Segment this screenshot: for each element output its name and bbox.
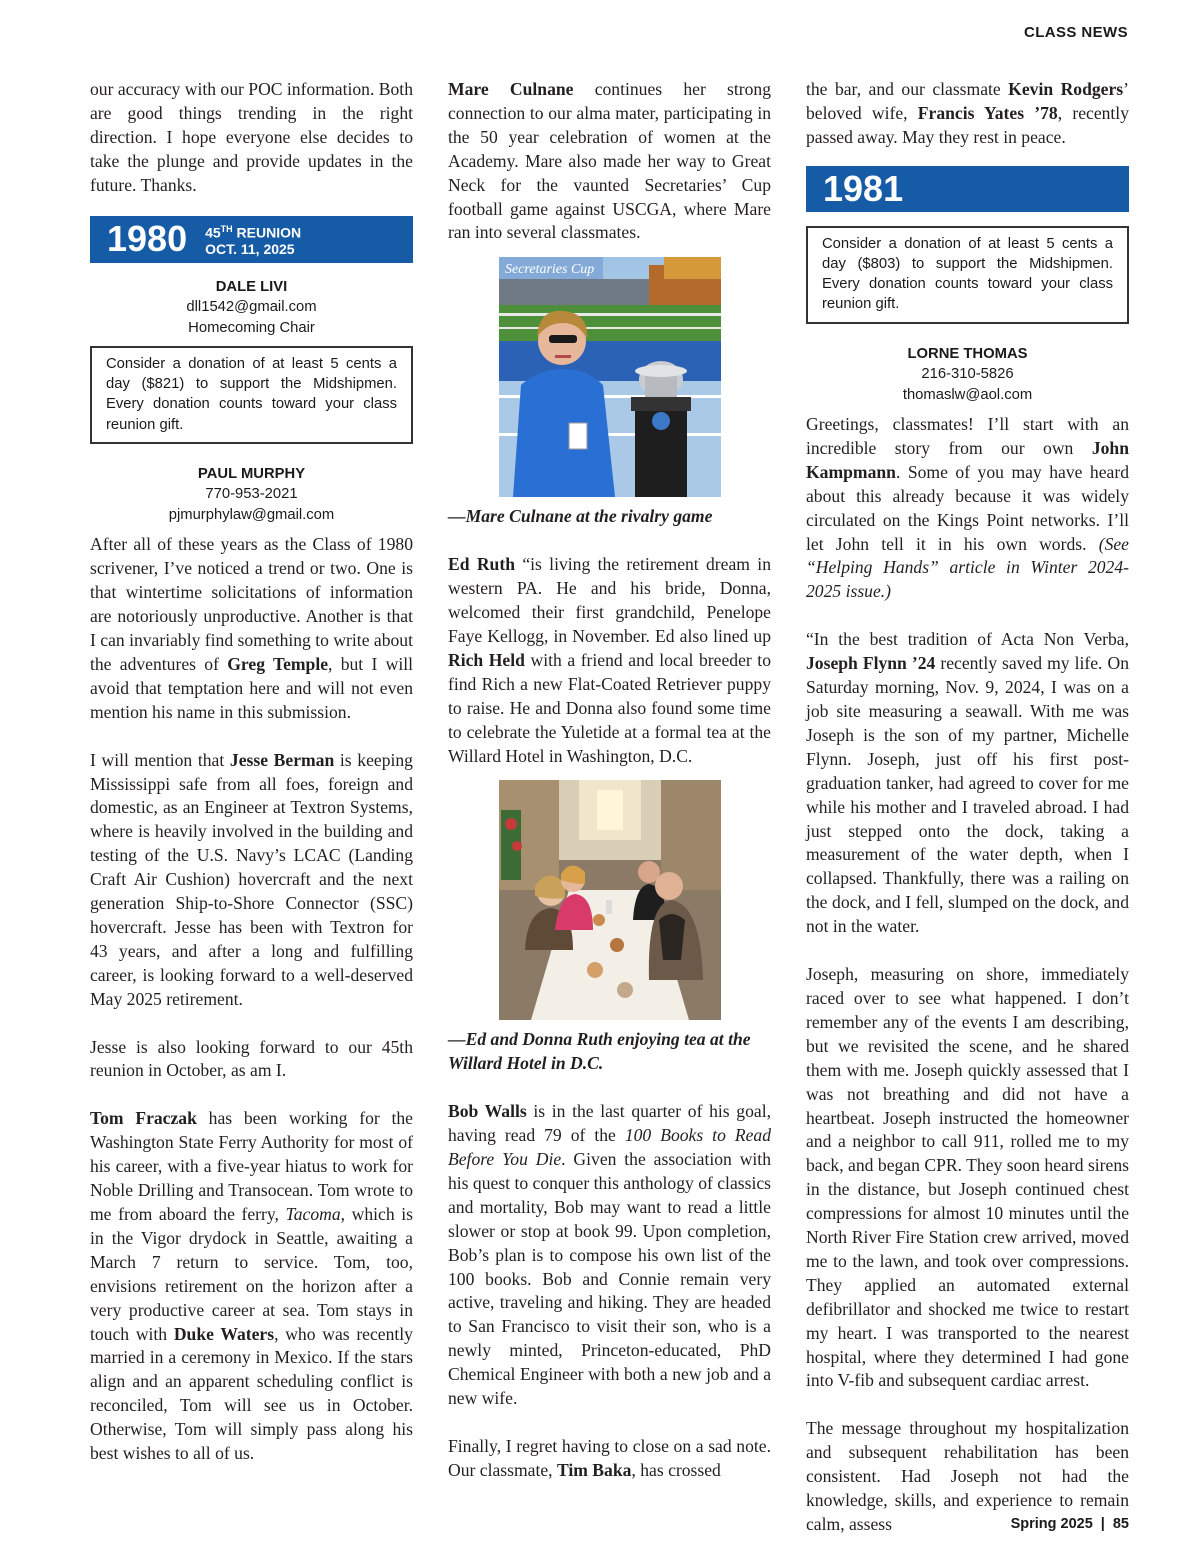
paragraph: Tom Fraczak has been working for the Washington State Ferry Authority for most of his career, with a five-year hiatus to work for Noble Drilling and Transocean. Tom wrote to me from aboard the ferry, Tacoma, which is in the Vigor drydock in Seattle, awaiting a March 7 return to service. Tom, too, envisions retirement on the horizon after a very productive career at sea. Tom stays in touch with Duke Waters, who was recently married in a ceremony in Mexico. If the stars align and an apparent scheduling conflict is reconciled, Tom will see us in October. Otherwise, Tom will simply pass along his best wishes to all of us. bbox=[90, 1108, 413, 1464]
intro-paragraph: our accuracy with our POC information. Both are good things trending in the right direction. I hope everyone else decides to take the plunge and provide updates in the future. Thanks. bbox=[90, 79, 413, 195]
contact-name: DALE LIVI bbox=[215, 278, 288, 295]
paragraph: Bob Walls is in the last quarter of his goal, having read 79 of the 100 Books to Read Before You Die. Given the association with his quest to conquer this anthology of classics and mortality, Bob may want to read a little slower or stop at book 99. Upon completion, Bob’s plan is to compose his own list of the 100 books. Bob and Connie remain very active, traveling and hiking. They are headed to San Francisco to visit their son, who is a newly minted, Princeton-educated, PhD Chemical Engineer with both a new job and a new wife. bbox=[448, 1101, 771, 1409]
class-scribe-contact bbox=[90, 464, 413, 526]
reunion-number: 45 bbox=[205, 224, 221, 241]
class-year: 1981 bbox=[823, 167, 904, 209]
page-footer bbox=[1011, 1516, 1129, 1532]
paragraph: The message throughout my hospitalization and subsequent rehabilitation has been consistent. Had Joseph not had the knowledge, skills, and experience to remain calm, assess bbox=[806, 1418, 1129, 1534]
paragraph: Mare Culnane continues her strong connection to our alma mater, participating in the 50 year celebration of women at the Academy. Mare also made her way to Great Neck for the vaunted Secretaries’ Cup football game against USCGA, where Mare ran into several classmates. bbox=[448, 79, 772, 243]
homecoming-chair-contact bbox=[90, 277, 413, 339]
photo-secretaries-cup bbox=[499, 257, 721, 497]
contact-phone[interactable]: 770-953-2021 bbox=[205, 486, 298, 503]
photo-sign-text: Secretaries Cup bbox=[504, 262, 594, 278]
column-2 bbox=[448, 78, 771, 1483]
column-1 bbox=[90, 78, 413, 1466]
class-year: 1980 bbox=[107, 218, 188, 260]
donation-box: Consider a donation of at least 5 cents a day ($821) to support the Midshipmen. Every donation counts toward your class reunion gift. bbox=[90, 346, 413, 444]
contact-name: PAUL MURPHY bbox=[197, 465, 306, 482]
contact-role: Homecoming Chair bbox=[188, 319, 315, 336]
contact-name: LORNE THOMAS bbox=[907, 345, 1028, 362]
class-scribe-contact bbox=[806, 344, 1129, 406]
paragraph: the bar, and our classmate Kevin Rodgers’ beloved wife, Francis Yates ’78, recently passed away. May they rest in peace. bbox=[806, 79, 1129, 147]
paragraph: Joseph, measuring on shore, immediately raced over to see what happened. I don’t remember any of the events I am describing, but we revisited the scene, and he shared them with me. Joseph quickly assessed that I was not breathing and did not have a heartbeat. Joseph instructed the homeowner and a neighbor to call 911, rolled me to my back, and began CPR. They soon heard sirens in the distance, but Joseph continued chest compressions for almost 10 minutes until the North River Fire Station crew arrived, moved me to the lawn, and took over compressions. They applied an automated external defibrillator and shocked me twice to restart my heart. I was transported to the nearest hospital, where they determined I had gone into V-fib and subsequent cardiac arrest. bbox=[806, 964, 1129, 1391]
footer-separator: | bbox=[1100, 1516, 1105, 1532]
page-number: 85 bbox=[1112, 1516, 1129, 1532]
paragraph: After all of these years as the Class of 1980 scrivener, I’ve noticed a trend or two. One is that wintertime solicitations of information are notoriously unproductive. Another is that I can invariably find something to write about the adventures of Greg Temple, but I will avoid that temptation here and will not even mention his name in this submission. bbox=[90, 534, 413, 722]
paragraph: I will mention that Jesse Berman is keeping Mississippi safe from all foes, foreign and domestic, as an Engineer at Textron Systems, where is heavily involved in the building and testing of the U.S. Navy’s LCAC (Landing Craft Air Cushion) hovercraft and the next generation Ship-to-Shore Connector (SSC) hovercraft. Jesse has been with Textron for 43 years, and after a long and fulfilling career, is looking forward to a well-deserved May 2025 retirement. bbox=[90, 749, 413, 1009]
paragraph: “In the best tradition of Acta Non Verba, Joseph Flynn ’24 recently saved my life. On Saturday morning, Nov. 9, 2024, I was on a job site measuring a seawall. With me was Joseph is the son of my partner, Michelle Flynn. Joseph, just off his first post-graduation tanker, had agreed to cover for me while his mother and I traveled abroad. I had just stepped onto the dock, taking a measurement of the water depth, when I collapsed. Thankfully, there was a railing on the dock, and I fell, slumped on the dock, and not in the water. bbox=[806, 629, 1129, 937]
paragraph: Jesse is also looking forward to our 45th reunion in October, as am I. bbox=[90, 1036, 413, 1081]
donation-box: Consider a donation of at least 5 cents a day ($803) to support the Midshipmen. Every donation counts toward your class reunion gift. bbox=[806, 226, 1129, 324]
reunion-ordinal: TH bbox=[220, 224, 233, 235]
contact-email[interactable]: thomaslw@aol.com bbox=[902, 386, 1033, 403]
reunion-date: OCT. 11, 2025 bbox=[205, 240, 295, 257]
column-3 bbox=[806, 78, 1129, 1537]
class-1980-banner bbox=[90, 216, 413, 263]
paragraph: Greetings, classmates! I’ll start with an incredible story from our own John Kampmann. Some of you may have heard about this already because it was widely circulated on the Kings Point networks. I’ll let John tell it in his own words. (See “Helping Hands” article in Winter 2024-2025 issue.) bbox=[806, 414, 1129, 602]
class-1981-banner bbox=[806, 166, 1129, 212]
photo-caption: —Mare Culnane at the rivalry game bbox=[448, 506, 713, 527]
section-label: CLASS NEWS bbox=[1023, 24, 1128, 41]
contact-phone[interactable]: 216-310-5826 bbox=[921, 366, 1014, 383]
paragraph: Ed Ruth “is living the retirement dream in western PA. He and his bride, Donna, welcomed their first grandchild, Penelope Faye Kellogg, in November. Ed also lined up Rich Held with a friend and local breeder to find Rich a new Flat-Coated Retriever puppy to raise. He and Donna also found some time to celebrate the Yuletide at a formal tea at the Willard Hotel in Washington, D.C. bbox=[448, 554, 771, 766]
contact-email[interactable]: dll1542@gmail.com bbox=[186, 299, 317, 316]
photo-caption: —Ed and Donna Ruth enjoying tea at the Willard Hotel in D.C. bbox=[448, 1029, 751, 1074]
issue-label: Spring 2025 bbox=[1010, 1516, 1093, 1532]
reunion-word: REUNION bbox=[232, 224, 302, 241]
contact-email[interactable]: pjmurphylaw@gmail.com bbox=[168, 506, 335, 523]
photo-willard-tea bbox=[499, 780, 721, 1020]
paragraph: Finally, I regret having to close on a sad note. Our classmate, Tim Baka, has crossed bbox=[448, 1436, 771, 1480]
reunion-info bbox=[205, 221, 301, 257]
